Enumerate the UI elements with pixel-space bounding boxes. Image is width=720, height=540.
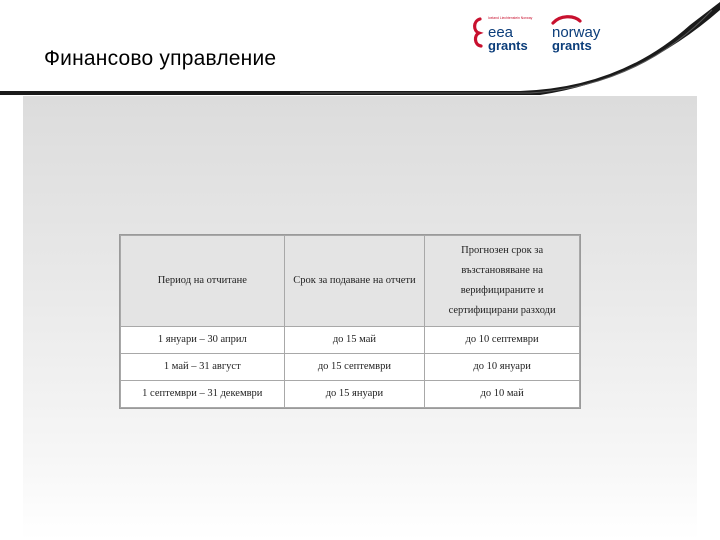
table-row	[121, 327, 580, 354]
table-cell-reimbursement: до 10 септември	[425, 327, 580, 354]
table-cell-submission: до 15 септември	[284, 354, 425, 381]
eea-grants-logo	[471, 13, 537, 55]
table-cell-period: 1 май – 31 август	[121, 354, 285, 381]
norway-logo-line1: norway	[552, 24, 601, 41]
reporting-schedule-table-container	[119, 234, 581, 409]
eea-logo-small-text: Iceland Liechtenstein Norway	[488, 16, 533, 20]
table-cell-period: 1 септември – 31 декември	[121, 381, 285, 408]
table-row	[121, 381, 580, 408]
column-header-submission-deadline: Срок за подаване на отчети	[284, 236, 425, 327]
slide-header	[0, 0, 720, 96]
table-cell-reimbursement: до 10 януари	[425, 354, 580, 381]
table-cell-reimbursement: до 10 май	[425, 381, 580, 408]
page-title: Финансово управление	[44, 47, 277, 70]
table-cell-period: 1 януари – 30 април	[121, 327, 285, 354]
reporting-schedule-table	[120, 235, 580, 408]
column-header-period: Период на отчитане	[121, 236, 285, 327]
column-header-reimbursement-deadline: Прогнозен срок за възстановяване на верифицираните и сертифицирани разходи	[425, 236, 580, 327]
eea-logo-line2: grants	[488, 38, 528, 53]
norway-grants-logo	[550, 13, 614, 55]
table-cell-submission: до 15 януари	[284, 381, 425, 408]
table-header-row	[121, 236, 580, 327]
table-row	[121, 354, 580, 381]
eea-logo-line1: eea	[488, 24, 514, 41]
norway-logo-line2: grants	[552, 38, 592, 53]
table-cell-submission: до 15 май	[284, 327, 425, 354]
